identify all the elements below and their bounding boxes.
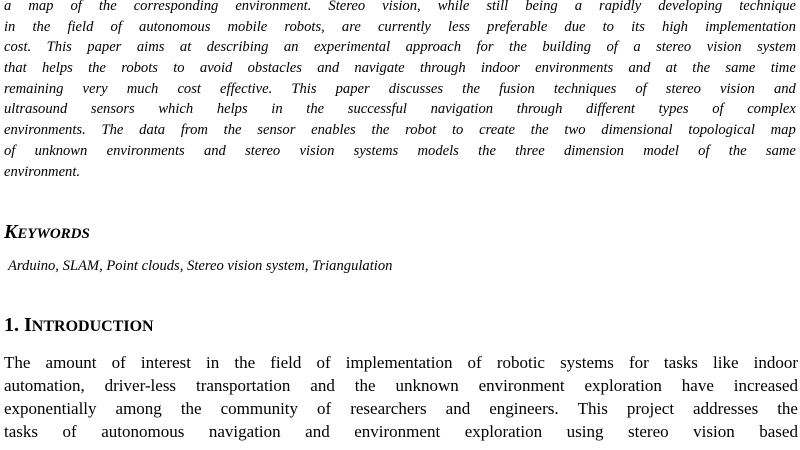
word: and (628, 60, 651, 77)
word: using (566, 422, 604, 441)
word: the (98, 0, 117, 14)
word: driver-less (104, 376, 177, 395)
word: automation, (4, 376, 85, 395)
word: robot (405, 122, 437, 139)
keywords-list: Arduino, SLAM, Point clouds, Stereo vision system, Triangulation (8, 258, 393, 274)
word: and (773, 80, 796, 97)
word: the (234, 353, 256, 372)
introduction-line (4, 374, 798, 397)
word: based (759, 422, 798, 441)
word: increased (733, 376, 798, 395)
word: helps (216, 101, 248, 118)
word: autonomous (139, 18, 211, 35)
word: navigate (354, 60, 405, 77)
word: implementation (345, 353, 453, 372)
word: field (270, 353, 302, 372)
word: rapidly (599, 0, 642, 14)
word: models (417, 142, 459, 159)
word: exponentially (4, 399, 97, 418)
word: developing (658, 0, 723, 14)
abstract-line (0, 17, 796, 38)
introduction-paragraph (4, 351, 798, 443)
word: environment (354, 422, 441, 441)
word: of (712, 101, 724, 118)
word: create (479, 122, 516, 139)
word: successful (347, 101, 407, 118)
word: tasks (663, 353, 698, 372)
word: of (698, 142, 710, 159)
word: due (564, 18, 586, 35)
word: indoor (480, 60, 520, 77)
word: map (28, 0, 54, 14)
word: environments (106, 142, 185, 159)
word: at (179, 39, 192, 56)
abstract-line (0, 58, 796, 79)
word: still (486, 0, 509, 14)
word: cost (177, 80, 201, 97)
word: very (82, 80, 108, 97)
abstract-line (0, 120, 796, 141)
word: which (158, 101, 194, 118)
word: techniques (553, 80, 617, 97)
word: of (111, 353, 126, 372)
word: the (462, 80, 480, 97)
keywords-heading (4, 221, 90, 244)
word: vision (706, 39, 742, 56)
word: navigation (430, 101, 494, 118)
word: vision (693, 422, 735, 441)
word: a (574, 0, 582, 14)
word: of (70, 0, 82, 14)
paper-page (0, 0, 800, 182)
word: exploration (464, 422, 543, 441)
word: of (317, 399, 332, 418)
word: describing (206, 39, 269, 56)
word: stereo (628, 422, 669, 441)
word: like (713, 353, 739, 372)
word: three (515, 142, 545, 159)
word: through (516, 101, 563, 118)
word: a (633, 39, 641, 56)
word: from (180, 122, 208, 139)
word: of (62, 422, 77, 441)
word: same (725, 60, 756, 77)
abstract-line (0, 99, 796, 120)
word: are (341, 18, 361, 35)
word: the (306, 101, 325, 118)
word: technique (739, 0, 796, 14)
word: and (310, 376, 335, 395)
word: have (681, 376, 714, 395)
introduction-line (4, 420, 798, 443)
word: community (220, 399, 299, 418)
word: stereo (245, 142, 281, 159)
word: dimensional (601, 122, 673, 139)
abstract-line: environment. (4, 163, 81, 180)
word: the (692, 60, 711, 77)
word: and (317, 60, 340, 77)
word: project (626, 399, 675, 418)
word: unknown (34, 142, 88, 159)
word: much (126, 80, 159, 97)
word: tasks (4, 422, 38, 441)
word: map (770, 122, 796, 139)
word: stereo (656, 39, 692, 56)
introduction-heading (4, 314, 154, 337)
word: vision, (382, 0, 421, 14)
word: ultrasound (4, 101, 68, 118)
word: unknown (395, 376, 459, 395)
introduction-heading-rest: NTRODUCTION (31, 318, 154, 335)
word: helps (41, 60, 73, 77)
word: vision (719, 80, 755, 97)
word: remaining (4, 80, 64, 97)
word: robotic (496, 353, 545, 372)
word: for (629, 353, 649, 372)
word: two (564, 122, 586, 139)
word: system (757, 39, 796, 56)
word: environment. (235, 0, 312, 14)
keywords-heading-rest: EYWORDS (17, 226, 90, 242)
word: interest (140, 353, 191, 372)
word: among (115, 399, 162, 418)
word: building (542, 39, 591, 56)
word: in (206, 353, 220, 372)
word: data (139, 122, 166, 139)
word: aims (136, 39, 165, 56)
word: different (586, 101, 635, 118)
word: high (662, 18, 688, 35)
word: sensors (90, 101, 135, 118)
word: the (180, 399, 202, 418)
word: paper (87, 39, 122, 56)
word: of (606, 39, 618, 56)
word: types (658, 101, 689, 118)
word: of (4, 142, 16, 159)
word: environments (535, 60, 614, 77)
word: and (203, 142, 226, 159)
word: its (631, 18, 645, 35)
word: for (476, 39, 494, 56)
word: the (223, 122, 242, 139)
word: topological (688, 122, 755, 139)
word: the (371, 122, 390, 139)
word: environments. (4, 122, 86, 139)
word: of (635, 80, 647, 97)
word: less (448, 18, 470, 35)
word: corresponding (133, 0, 219, 14)
word: the (728, 142, 747, 159)
word: of (467, 353, 482, 372)
word: effective. (220, 80, 273, 97)
word: of (316, 353, 331, 372)
word: robots, (284, 18, 325, 35)
abstract-paragraph (0, 0, 800, 182)
word: at (665, 60, 678, 77)
word: time (770, 60, 796, 77)
word: researchers (350, 399, 427, 418)
word: autonomous (101, 422, 185, 441)
word: This (291, 80, 317, 97)
word: environment (478, 376, 565, 395)
word: This (577, 399, 608, 418)
word: addresses (693, 399, 759, 418)
word: indoor (753, 353, 798, 372)
word: being (525, 0, 558, 14)
word: The (101, 122, 124, 139)
word: implementation (705, 18, 796, 35)
word: the (88, 60, 106, 77)
introduction-heading-number: 1. I (4, 314, 32, 336)
word: stereo (665, 80, 701, 97)
word: and (445, 399, 471, 418)
word: while (437, 0, 470, 14)
word: the (530, 122, 549, 139)
word: obstacles (247, 60, 302, 77)
abstract-line (0, 141, 796, 162)
word: in (271, 101, 283, 118)
word: to (602, 18, 614, 35)
introduction-line (4, 351, 798, 374)
word: of (110, 18, 122, 35)
word: complex (747, 101, 796, 118)
word: Stereo (328, 0, 366, 14)
word: a (4, 0, 12, 14)
word: exploration (584, 376, 662, 395)
word: vision (299, 142, 335, 159)
abstract-line (0, 79, 796, 100)
word: discusses (388, 80, 444, 97)
word: sensor (257, 122, 296, 139)
abstract-line (0, 37, 796, 58)
word: approach (405, 39, 462, 56)
word: preferable (487, 18, 548, 35)
word: This (46, 39, 72, 56)
word: fusion (499, 80, 535, 97)
word: model (643, 142, 679, 159)
word: navigation (208, 422, 281, 441)
word: cost. (4, 39, 32, 56)
word: mobile (227, 18, 268, 35)
word: and (305, 422, 330, 441)
word: experimental (313, 39, 391, 56)
abstract-line (0, 0, 796, 17)
word: that (4, 60, 27, 77)
word: the (777, 399, 798, 418)
word: The (4, 353, 31, 372)
introduction-line (4, 397, 798, 420)
word: to (451, 122, 464, 139)
word: enables (311, 122, 356, 139)
word: currently (377, 18, 431, 35)
word: amount (45, 353, 97, 372)
word: an (283, 39, 299, 56)
word: the (354, 376, 376, 395)
word: in (4, 18, 16, 35)
word: robots (121, 60, 158, 77)
word: the (478, 142, 496, 159)
word: paper (335, 80, 370, 97)
word: transportation (195, 376, 291, 395)
word: dimension (563, 142, 624, 159)
word: the (32, 18, 51, 35)
word: engineers. (489, 399, 559, 418)
word: systems (353, 142, 399, 159)
word: systems (560, 353, 614, 372)
word: same (765, 142, 796, 159)
word: to (173, 60, 185, 77)
word: through (419, 60, 466, 77)
word: avoid (199, 60, 233, 77)
keywords-heading-initial: K (4, 221, 18, 243)
word: the (509, 39, 527, 56)
word: field (67, 18, 94, 35)
